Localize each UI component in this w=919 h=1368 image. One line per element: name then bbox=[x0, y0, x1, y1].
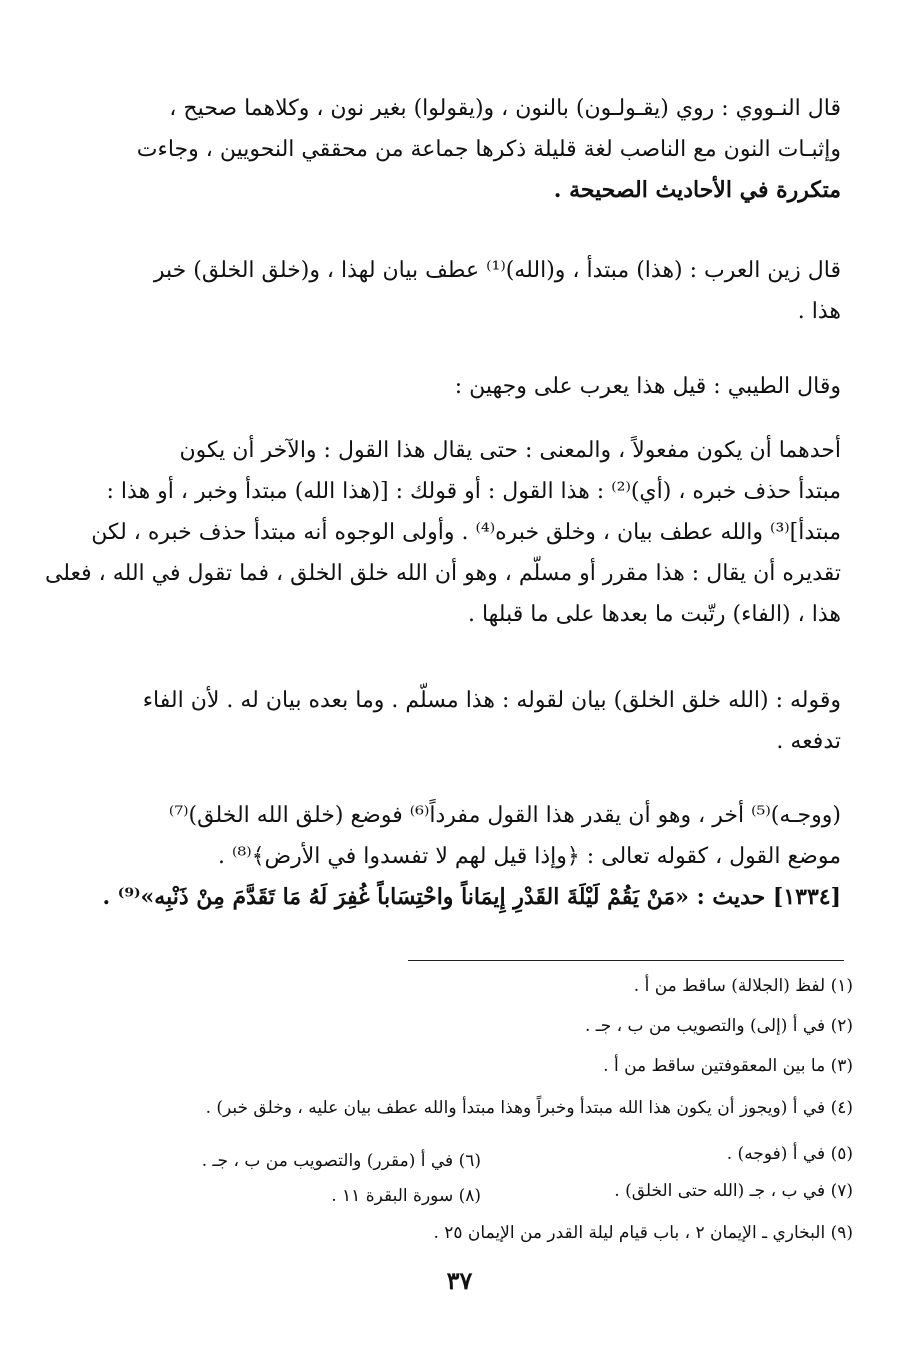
paragraph-his-saying bbox=[109, 680, 841, 762]
footnote-3: (٣) ما بين المعقوفتين ساقط من أ . bbox=[603, 1056, 853, 1076]
text-line: مبتدأ حذف خبره ، (أي)⁽²⁾ : هذا القول : أو قولك : [(هذا الله) مبتدأ وخبر ، أو هذا : bbox=[106, 479, 841, 504]
footnote-2: (٢) في أ (إلى) والتصويب من ب ، جـ . bbox=[584, 1016, 853, 1036]
text-line: أحدهما أن يكون مفعولاً ، والمعنى : حتى يقال هذا القول : والآخر أن يكون bbox=[179, 438, 841, 463]
text-line: مبتدأ]⁽³⁾ والله عطف بيان ، وخلق خبره⁽⁴⁾ . وأولى الوجوه أنه مبتدأ حذف خبره ، لكن bbox=[91, 520, 841, 545]
text-line: متكررة في الأحاديث الصحيحة . bbox=[553, 177, 841, 203]
text-line: قال زين العرب : (هذا) مبتدأ ، و(الله)⁽¹⁾ عطف بيان لهذا ، و(خلق الخلق) خبر bbox=[153, 258, 841, 283]
text-line: هذا . bbox=[797, 299, 841, 324]
hadith-line: [١٣٣٤] حديث : «مَنْ يَقُمْ لَيْلَةَ القَدْرِ إِيمَاناً واحْتِسَاباً غُفِرَ لَهُ مَا تَقَدَّمَ مِنْ ذَنْبِه»⁽⁹⁾ . bbox=[102, 884, 841, 910]
text-line: وقال الطيبي : قيل هذا يعرب على وجهين : bbox=[454, 374, 841, 399]
footnote-8: (٨) سورة البقرة ١١ . bbox=[331, 1186, 481, 1206]
paragraph-zayn-al-arab bbox=[109, 250, 841, 332]
text-line: هذا ، (الفاء) رتّبت ما بعدها على ما قبلها . bbox=[467, 602, 841, 627]
paragraph-tibi bbox=[109, 366, 841, 407]
footnote-7: (٧) في ب ، جـ (الله حتى الخلق) . bbox=[614, 1181, 853, 1201]
footnote-5: (٥) في أ (فوجه) . bbox=[726, 1144, 853, 1164]
text-line: تدفعه . bbox=[776, 729, 841, 754]
footnote-4: (٤) في أ (ويجوز أن يكون هذا الله مبتدأ وخبراً وهذا مبتدأ والله عطف بيان عليه ، وخلق خبر) . bbox=[205, 1098, 853, 1118]
footnote-6: (٦) في أ (مقرر) والتصويب من ب ، جـ . bbox=[201, 1151, 481, 1171]
footnote-separator bbox=[408, 960, 844, 961]
paragraph-two-ways bbox=[44, 430, 841, 635]
footnote-9: (٩) البخاري ـ الإيمان ٢ ، باب قيام ليلة القدر من الإيمان ٢٥ . bbox=[433, 1223, 853, 1243]
text-line: موضع القول ، كقوله تعالى : ﴿وإذا قيل لهم لا تفسدوا في الأرض﴾⁽⁸⁾ . bbox=[217, 844, 841, 869]
text-line: تقديره أن يقال : هذا مقرر أو مسلّم ، وهو أن الله خلق الخلق ، فما تقول في الله ، فعلى bbox=[44, 561, 841, 586]
text-line: وإثبـات النون مع الناصب لغة قليلة ذكرها جماعة من محققي النحويين ، وجاءت bbox=[136, 137, 841, 162]
paragraph-another-way bbox=[102, 795, 841, 918]
text-line: وقوله : (الله خلق الخلق) بيان لقوله : هذا مسلّم . وما بعده بيان له . لأن الفاء bbox=[142, 688, 841, 713]
text-line: قال النـووي : روي (يقـولـون) بالنون ، و(يقولوا) بغير نون ، وكلاهما صحيح ، bbox=[169, 96, 841, 121]
footnote-1: (١) لفظ (الجلالة) ساقط من أ . bbox=[633, 976, 853, 996]
text-line: (ووجـه)⁽⁵⁾ أخر ، وهو أن يقدر هذا القول مفرداً⁽⁶⁾ فوضع (خلق الله الخلق)⁽⁷⁾ bbox=[168, 803, 841, 828]
page-number: ٣٧ bbox=[446, 1266, 473, 1295]
paragraph-nawawi bbox=[109, 88, 841, 211]
